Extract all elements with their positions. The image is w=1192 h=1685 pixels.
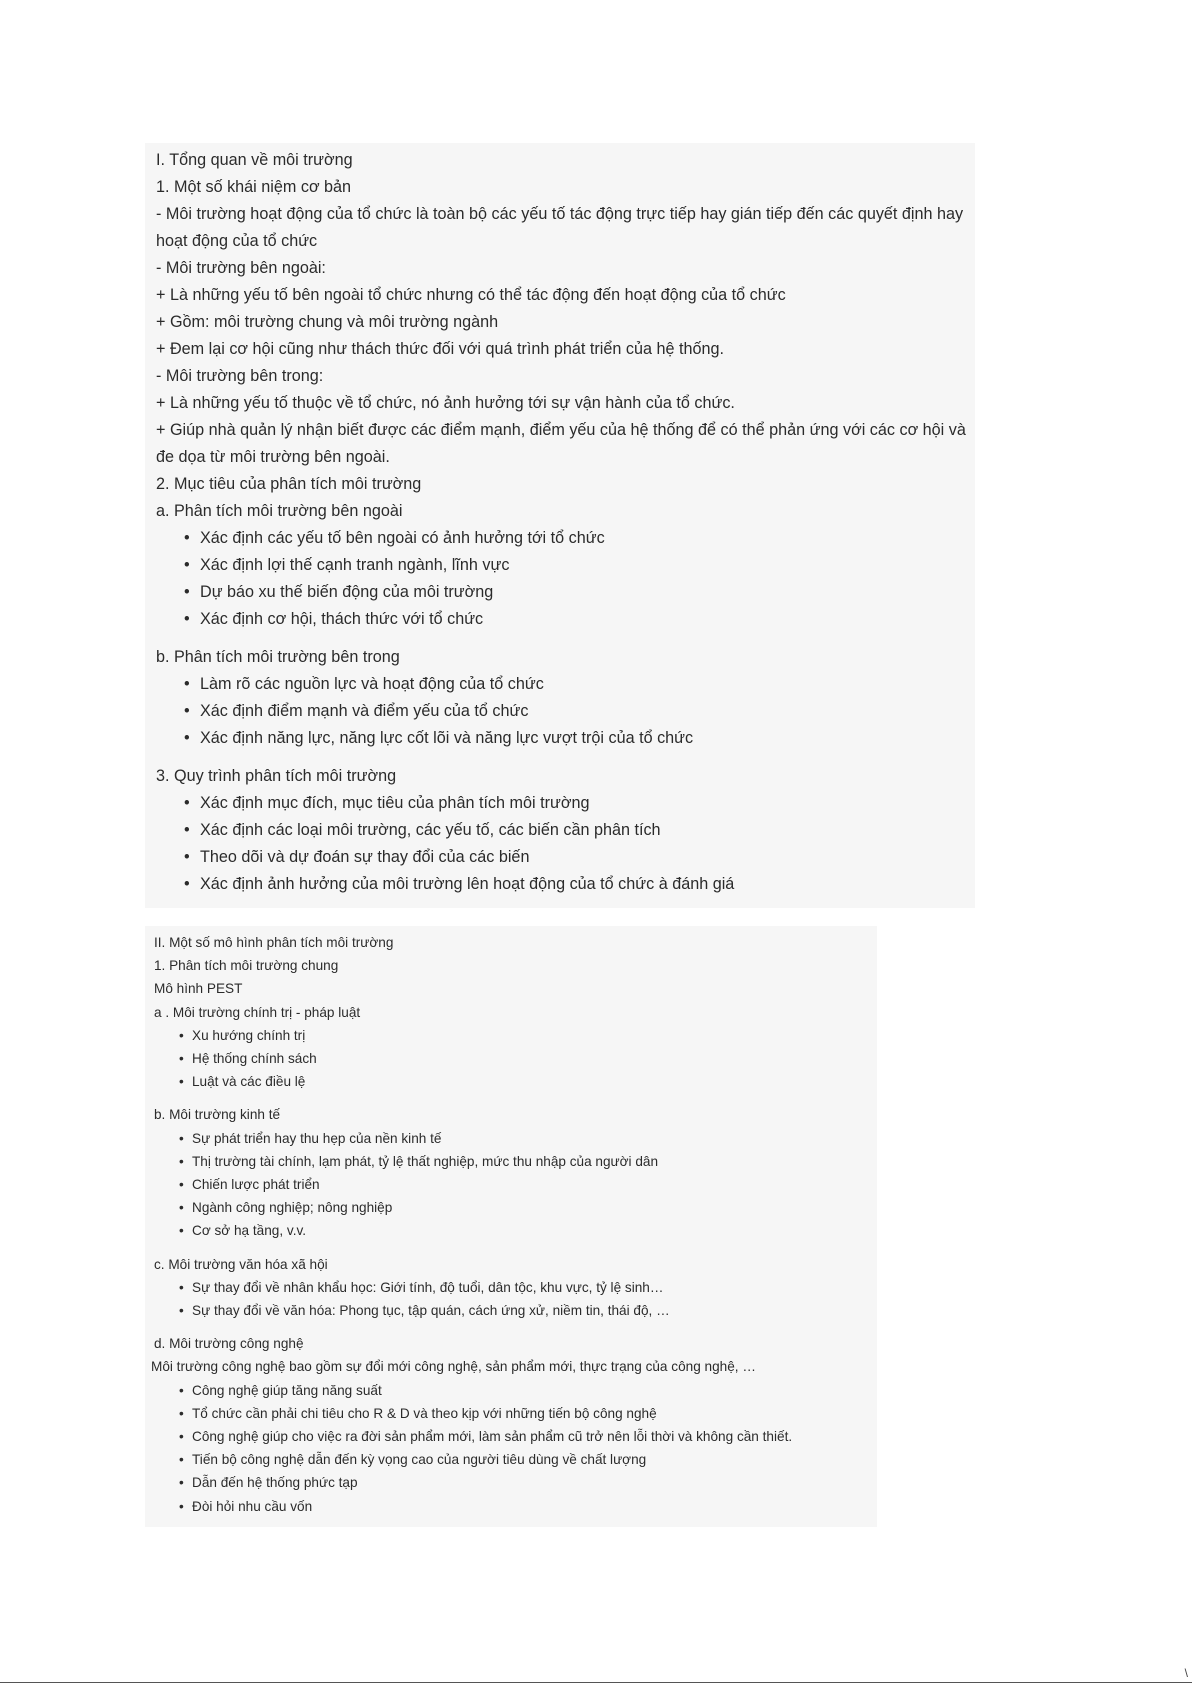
list-title: a. Phân tích môi trường bên ngoài	[156, 502, 403, 520]
subsection-title: 1. Một số khái niệm cơ bản	[156, 178, 352, 196]
list-item: • Xác định cơ hội, thách thức với tổ chức	[184, 610, 484, 628]
list-item: • Công nghệ giúp tăng năng suất	[179, 1382, 382, 1398]
section-heading: II. Một số mô hình phân tích môi trường	[154, 935, 394, 950]
list-item: • Xu hướng chính trị	[179, 1027, 306, 1043]
list-item: • Hệ thống chính sách	[179, 1051, 317, 1067]
list-item: • Xác định năng lực, năng lực cốt lõi và năng lực vượt trội của tổ chức	[184, 729, 694, 747]
internal-env-item: + Giúp nhà quản lý nhận biết được các điểm mạnh, điểm yếu của hệ thống để có thể phản ứng với các cơ hội và đe dọa từ môi trường bên ngoài.	[156, 421, 966, 466]
list-item: • Dẫn đến hệ thống phức tạp	[179, 1475, 358, 1491]
list-item: • Tiến bộ công nghệ dẫn đến kỳ vọng cao của người tiêu dùng về chất lượng	[179, 1452, 647, 1468]
screenshot-panel-models	[145, 926, 877, 1527]
list-item: • Theo dõi và dự đoán sự thay đổi của các biến	[184, 848, 530, 866]
list-item: • Cơ sở hạ tầng, v.v.	[179, 1223, 307, 1239]
external-env-item: + Gồm: môi trường chung và môi trường ngành	[156, 313, 499, 331]
list-item: • Sự phát triển hay thu hẹp của nền kinh tế	[179, 1130, 442, 1146]
list-item: • Tổ chức cần phải chi tiêu cho R & D và theo kịp với những tiến bộ công nghệ	[179, 1405, 657, 1421]
subsection-title: 2. Mục tiêu của phân tích môi trường	[156, 475, 422, 493]
list-item: • Đòi hỏi nhu cầu vốn	[179, 1498, 313, 1514]
list-item: • Xác định mục đích, mục tiêu của phân tích môi trường	[184, 794, 590, 812]
list-item: • Luật và các điều lệ	[179, 1074, 306, 1090]
list-title: a . Môi trường chính trị - pháp luật	[154, 1004, 361, 1020]
list-item: • Sự thay đổi về nhân khẩu học: Giới tính, độ tuổi, dân tộc, khu vực, tỷ lệ sinh…	[179, 1279, 664, 1295]
bullet-list	[154, 1379, 877, 1518]
page-edge-mark: \	[1184, 1666, 1188, 1680]
bullet-list	[156, 790, 975, 898]
list-item: • Xác định các yếu tố bên ngoài có ảnh hưởng tới tổ chức	[184, 529, 605, 547]
list-item: • Xác định điểm mạnh và điểm yếu của tổ chức	[184, 702, 529, 720]
page-bottom-divider	[0, 1682, 1192, 1683]
list-title: d. Môi trường công nghệ	[154, 1336, 304, 1352]
list-title: b. Phân tích môi trường bên trong	[156, 648, 400, 666]
screenshot-panel-overview	[145, 143, 975, 908]
bullet-list	[154, 1276, 877, 1322]
subsection-title: 1. Phân tích môi trường chung	[154, 958, 339, 974]
list-item: • Thị trường tài chính, lạm phát, tỷ lệ thất nghiệp, mức thu nhập của người dân	[179, 1153, 659, 1169]
bullet-list	[156, 671, 975, 752]
list-item: • Sự thay đổi về văn hóa: Phong tục, tập quán, cách ứng xử, niềm tin, thái độ, …	[179, 1303, 670, 1319]
external-env-item: + Đem lại cơ hội cũng như thách thức đối với quá trình phát triển của hệ thống.	[156, 340, 724, 358]
list-item: • Chiến lược phát triển	[179, 1177, 320, 1193]
model-title: Mô hình PEST	[154, 981, 243, 997]
external-env-item: + Là những yếu tố bên ngoài tổ chức nhưng có thể tác động đến hoạt động của tổ chức	[156, 286, 786, 304]
list-item: • Xác định các loại môi trường, các yếu tố, các biến cần phân tích	[184, 821, 661, 839]
bullet-list	[154, 1024, 877, 1094]
list-item: • Xác định lợi thế cạnh tranh ngành, lĩnh vực	[184, 556, 510, 574]
internal-env-item: + Là những yếu tố thuộc về tổ chức, nó ảnh hưởng tới sự vận hành của tổ chức.	[156, 394, 735, 412]
list-item: • Xác định ảnh hưởng của môi trường lên hoạt động của tổ chức à đánh giá	[184, 875, 735, 893]
subsection-title: 3. Quy trình phân tích môi trường	[156, 767, 397, 785]
definition-paragraph: - Môi trường hoạt động của tổ chức là toàn bộ các yếu tố tác động trực tiếp hay gián tiếp đến các quyết định hay hoạt động của tổ chức	[156, 205, 964, 250]
external-env-title: - Môi trường bên ngoài:	[156, 259, 326, 277]
bullet-list	[156, 525, 975, 633]
list-item: • Dự báo xu thế biến động của môi trường	[184, 583, 494, 601]
section-heading: I. Tổng quan về môi trường	[156, 151, 353, 169]
list-item: • Ngành công nghiệp; nông nghiệp	[179, 1200, 393, 1216]
internal-env-title: - Môi trường bên trong:	[156, 367, 324, 385]
list-title: c. Môi trường văn hóa xã hội	[154, 1256, 328, 1272]
tech-intro-text: Môi trường công nghệ bao gồm sự đổi mới công nghệ, sản phẩm mới, thực trạng của công nghệ, …	[151, 1359, 756, 1375]
list-item: • Làm rõ các nguồn lực và hoạt động của tổ chức	[184, 675, 544, 693]
bullet-list	[154, 1127, 877, 1243]
list-item: • Công nghệ giúp cho việc ra đời sản phẩm mới, làm sản phẩm cũ trở nên lỗi thời và không cần thiết.	[179, 1429, 793, 1445]
list-title: b. Môi trường kinh tế	[154, 1107, 281, 1123]
